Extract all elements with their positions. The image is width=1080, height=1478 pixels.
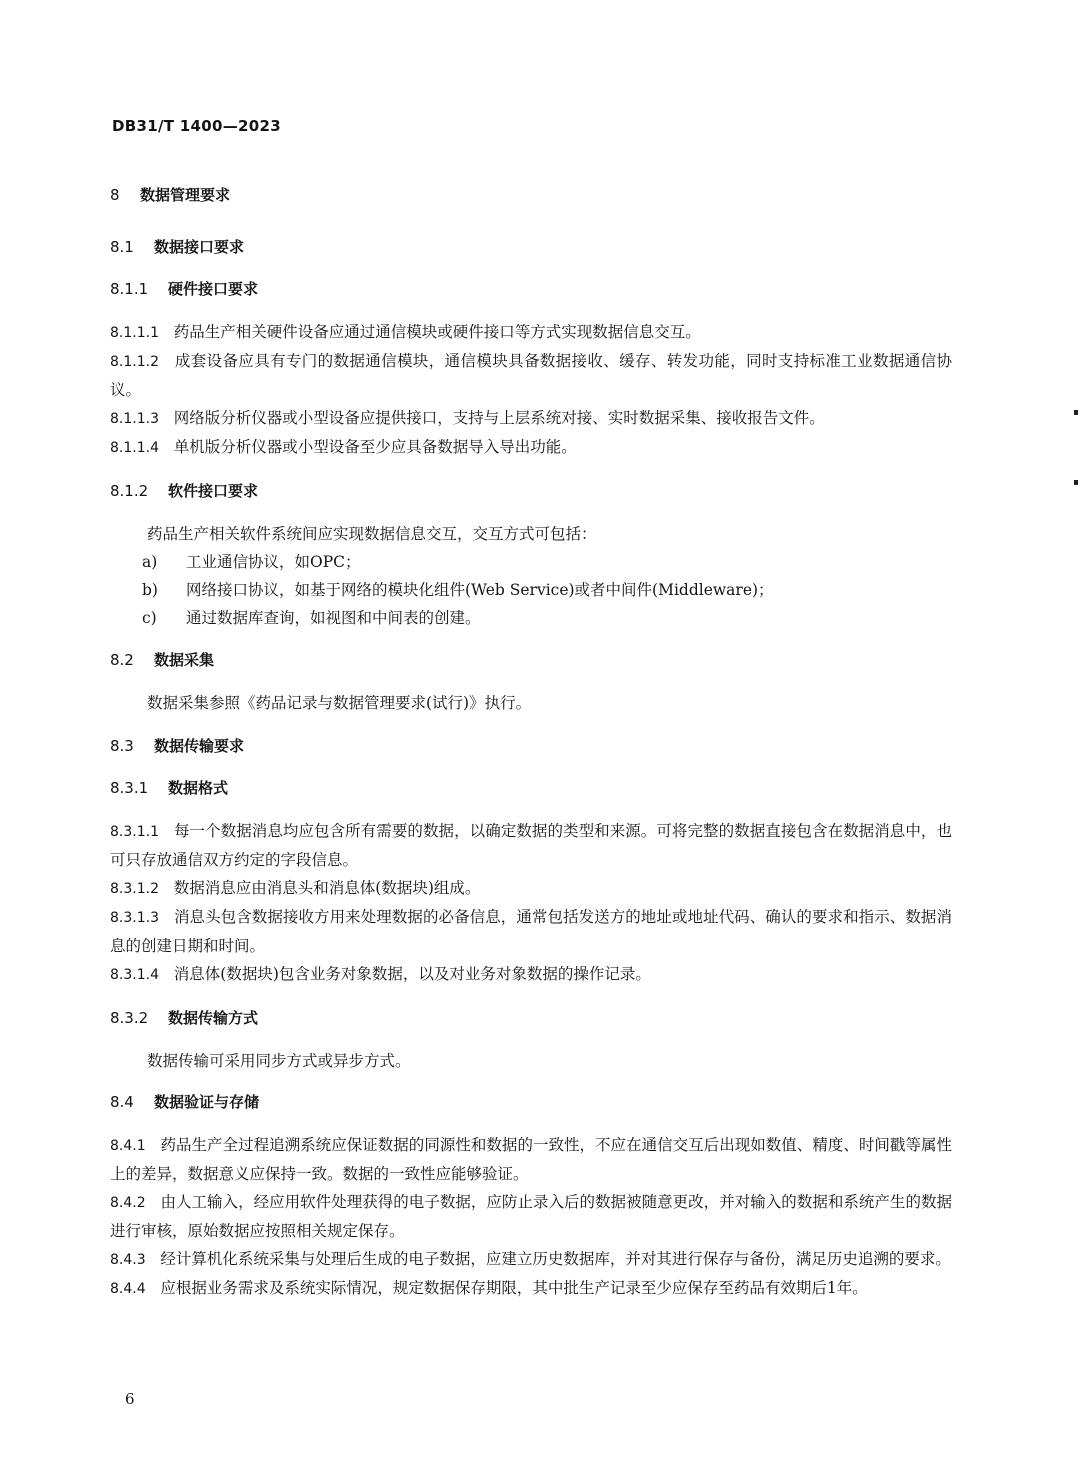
heading-title: 数据格式 bbox=[168, 779, 229, 797]
heading-8-3 bbox=[110, 733, 952, 759]
clause-number: 8.3.1.3 bbox=[110, 910, 159, 926]
heading-number: 8.1.2 bbox=[110, 482, 149, 500]
heading-number: 8 bbox=[110, 186, 120, 204]
clause-number: 8.3.1.4 bbox=[110, 967, 159, 983]
clause-number: 8.1.1.1 bbox=[110, 325, 159, 341]
page-number: 6 bbox=[125, 1390, 135, 1408]
heading-number: 8.1 bbox=[110, 238, 134, 256]
heading-title: 数据传输要求 bbox=[154, 737, 245, 755]
heading-number: 8.3.1 bbox=[110, 779, 149, 797]
clause-number: 8.3.1.1 bbox=[110, 824, 159, 840]
heading-title: 数据验证与存储 bbox=[154, 1093, 260, 1111]
heading-title: 数据管理要求 bbox=[140, 186, 231, 204]
clause-8-3-1-4 bbox=[110, 960, 952, 989]
heading-number: 8.4 bbox=[110, 1093, 134, 1111]
heading-8-3-2 bbox=[110, 1005, 952, 1031]
clause-text: 药品生产相关硬件设备应通过通信模块或硬件接口等方式实现数据信息交互。 bbox=[173, 323, 701, 341]
clause-8-3-1-1 bbox=[110, 817, 952, 874]
heading-number: 8.3.2 bbox=[110, 1009, 149, 1027]
clause-text: 经计算机化系统采集与处理后生成的电子数据，应建立历史数据库，并对其进行保存与备份，满足历史追溯的要求。 bbox=[160, 1250, 951, 1268]
clause-8-4-2 bbox=[110, 1188, 952, 1245]
data-collection-text: 数据采集参照《药品记录与数据管理要求(试行)》执行。 bbox=[147, 694, 532, 712]
clause-number: 8.1.1.3 bbox=[110, 411, 159, 427]
validation-storage-clauses bbox=[110, 1131, 952, 1303]
list-item bbox=[110, 576, 952, 604]
heading-8-3-1 bbox=[110, 775, 952, 801]
clause-number: 8.4.2 bbox=[110, 1195, 146, 1211]
clause-text: 消息体(数据块)包含业务对象数据，以及对业务对象数据的操作记录。 bbox=[173, 965, 651, 983]
heading-number: 8.2 bbox=[110, 651, 134, 669]
software-interface-section bbox=[110, 520, 952, 632]
clause-text: 网络版分析仪器或小型设备应提供接口，支持与上层系统对接、实时数据采集、接收报告文件。 bbox=[173, 409, 825, 427]
heading-title: 数据采集 bbox=[154, 651, 215, 669]
clause-text: 由人工输入，经应用软件处理获得的电子数据，应防止录入后的数据被随意更改，并对输入的数据和系统产生的数据进行审核，原始数据应按照相关规定保存。 bbox=[110, 1193, 952, 1240]
heading-8-1-2 bbox=[110, 478, 952, 504]
list-item bbox=[110, 604, 952, 632]
heading-8-4 bbox=[110, 1089, 952, 1115]
clause-number: 8.1.1.4 bbox=[110, 440, 159, 456]
clause-8-3-1-3 bbox=[110, 903, 952, 960]
heading-title: 软件接口要求 bbox=[168, 482, 259, 500]
clause-8-4-1 bbox=[110, 1131, 952, 1188]
clause-number: 8.1.1.2 bbox=[110, 354, 159, 370]
hardware-clauses bbox=[110, 318, 952, 462]
heading-title: 数据接口要求 bbox=[154, 238, 245, 256]
transmission-method-text: 数据传输可采用同步方式或异步方式。 bbox=[147, 1052, 411, 1070]
clause-8-1-1-4 bbox=[110, 433, 952, 462]
heading-title: 硬件接口要求 bbox=[168, 280, 259, 298]
clause-number: 8.4.3 bbox=[110, 1252, 146, 1268]
clause-number: 8.4.4 bbox=[110, 1281, 146, 1297]
heading-number: 8.3 bbox=[110, 737, 134, 755]
data-format-clauses bbox=[110, 817, 952, 989]
clause-text: 每一个数据消息均应包含所有需要的数据，以确定数据的类型和来源。可将完整的数据直接包含在数据消息中，也可只存放通信双方约定的字段信息。 bbox=[110, 822, 952, 869]
software-interface-intro: 药品生产相关软件系统间应实现数据信息交互，交互方式可包括： bbox=[147, 525, 597, 543]
clause-8-4-4 bbox=[110, 1274, 952, 1303]
heading-8 bbox=[110, 182, 952, 208]
clause-text: 应根据业务需求及系统实际情况，规定数据保存期限，其中批生产记录至少应保存至药品有效期后1年。 bbox=[160, 1279, 868, 1297]
heading-8-2 bbox=[110, 647, 952, 673]
scan-edge-mark bbox=[1074, 480, 1078, 485]
heading-title: 数据传输方式 bbox=[168, 1009, 259, 1027]
clause-text: 成套设备应具有专门的数据通信模块，通信模块具备数据接收、缓存、转发功能，同时支持标准工业数据通信协议。 bbox=[110, 352, 952, 399]
clause-8-3-1-2 bbox=[110, 874, 952, 903]
scan-edge-mark bbox=[1074, 410, 1078, 415]
standard-code: DB31/T 1400—2023 bbox=[112, 117, 281, 135]
list-item-text: 通过数据库查询，如视图和中间表的创建。 bbox=[186, 609, 481, 627]
list-marker: b) bbox=[142, 581, 158, 599]
list-item-text: 网络接口协议，如基于网络的模块化组件(Web Service)或者中间件(Middleware)； bbox=[186, 581, 774, 599]
clause-text: 数据消息应由消息头和消息体(数据块)组成。 bbox=[173, 879, 481, 897]
clause-number: 8.4.1 bbox=[110, 1138, 146, 1154]
list-marker: a) bbox=[142, 553, 158, 571]
list-item-text: 工业通信协议，如OPC； bbox=[186, 553, 361, 571]
heading-8-1 bbox=[110, 234, 952, 260]
clause-text: 消息头包含数据接收方用来处理数据的必备信息，通常包括发送方的地址或地址代码、确认的要求和指示、数据消息的创建日期和时间。 bbox=[110, 908, 952, 955]
heading-8-1-1 bbox=[110, 276, 952, 302]
clause-8-1-1-1 bbox=[110, 318, 952, 347]
page-content bbox=[110, 182, 952, 1303]
clause-8-4-3 bbox=[110, 1245, 952, 1274]
clause-8-1-1-3 bbox=[110, 404, 952, 433]
heading-number: 8.1.1 bbox=[110, 280, 149, 298]
list-marker: c) bbox=[142, 609, 157, 627]
clause-number: 8.3.1.2 bbox=[110, 881, 159, 897]
list-item bbox=[110, 548, 952, 576]
clause-8-1-1-2 bbox=[110, 347, 952, 404]
clause-text: 药品生产全过程追溯系统应保证数据的同源性和数据的一致性，不应在通信交互后出现如数值、精度、时间戳等属性上的差异，数据意义应保持一致。数据的一致性应能够验证。 bbox=[110, 1136, 952, 1183]
clause-text: 单机版分析仪器或小型设备至少应具备数据导入导出功能。 bbox=[173, 438, 577, 456]
